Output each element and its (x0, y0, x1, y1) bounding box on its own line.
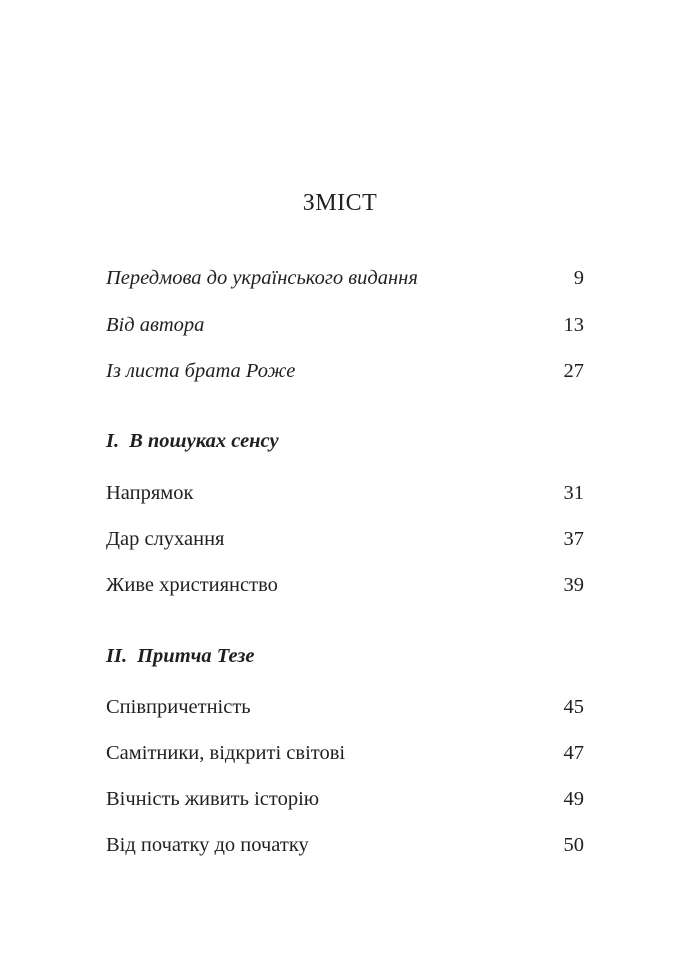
toc-entry-page: 27 (563, 360, 584, 382)
toc-entry-page: 50 (563, 834, 584, 856)
toc-entry-letter[interactable] (106, 358, 584, 384)
section-title: В пошуках сенсу (129, 430, 279, 452)
toc-entry-page: 13 (563, 314, 584, 336)
toc-entry-page: 49 (563, 788, 584, 810)
toc-entry[interactable] (106, 740, 584, 766)
toc-entry[interactable] (106, 694, 584, 720)
toc-entry-page: 9 (573, 267, 584, 289)
toc-entry[interactable] (106, 832, 584, 858)
toc-entry[interactable] (106, 526, 584, 552)
toc-entry-page: 37 (563, 528, 584, 550)
toc-entry-label: Напрямок (106, 482, 194, 504)
toc-entry-label: Самітники, відкриті світові (106, 742, 346, 764)
toc-title: ЗМІСТ (302, 190, 378, 216)
toc-entry-label: Від автора (106, 314, 205, 336)
section-number: I. (106, 430, 120, 452)
toc-entry-label: Із листа брата Роже (106, 360, 296, 382)
toc-entry-page: 45 (563, 696, 584, 718)
toc-entry-label: Передмова до українського видання (106, 267, 418, 289)
toc-entry-page: 47 (563, 742, 584, 764)
toc-entry-label: Дар слухання (106, 528, 225, 550)
section-title: Притча Тезе (137, 645, 255, 667)
toc-entry-page: 39 (563, 574, 584, 596)
toc-entry[interactable] (106, 786, 584, 812)
toc-entry-label: Вічність живить історію (106, 788, 320, 810)
section-heading-2 (106, 643, 254, 669)
toc-entry-page: 31 (563, 482, 584, 504)
section-heading-1 (106, 428, 279, 454)
toc-entry[interactable] (106, 480, 584, 506)
toc-entry-from-author[interactable] (106, 312, 584, 338)
toc-entry-label: Живе християнство (106, 574, 278, 596)
toc-entry-label: Співпричетність (106, 696, 251, 718)
toc-entry-preface[interactable] (106, 265, 584, 291)
toc-entry-label: Від початку до початку (106, 834, 309, 856)
section-number: II. (106, 645, 128, 667)
toc-entry[interactable] (106, 572, 584, 598)
